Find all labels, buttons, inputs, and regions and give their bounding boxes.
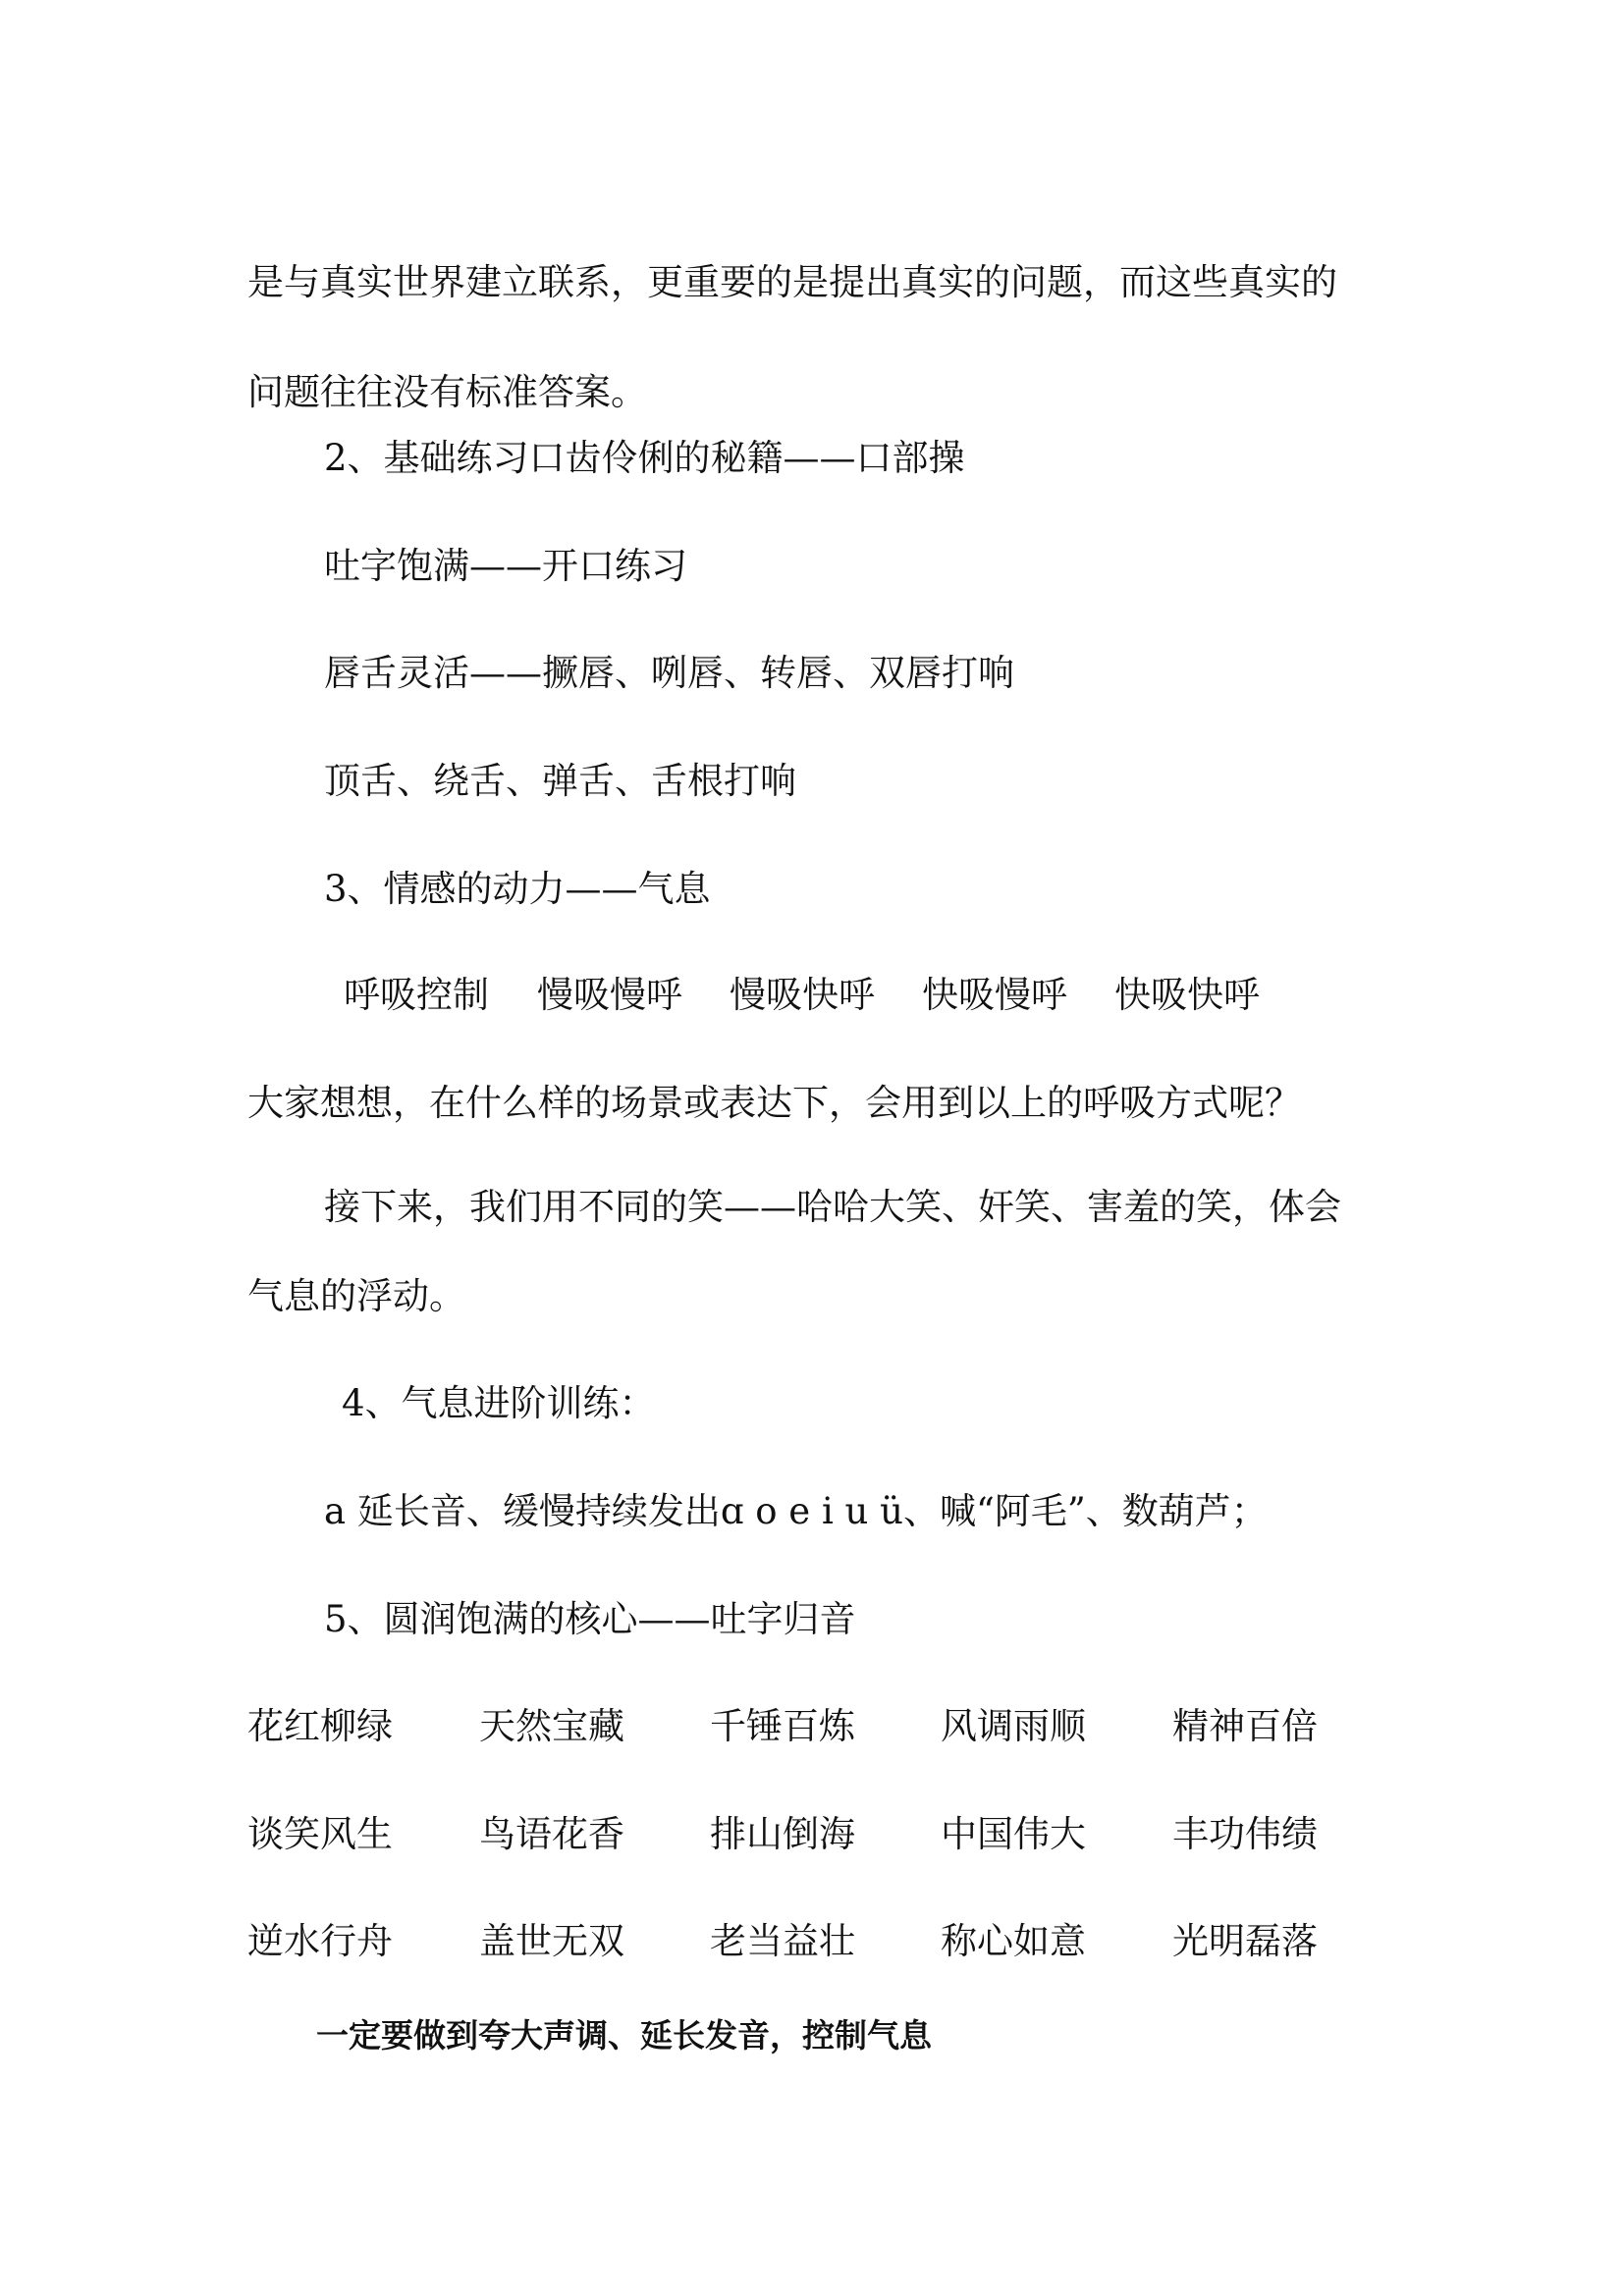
idiom-cell: 天然宝藏 bbox=[479, 1705, 624, 1747]
exercise-line: 顶舌、绕舌、弹舌、舌根打响 bbox=[324, 760, 796, 802]
idiom-cell: 称心如意 bbox=[941, 1920, 1086, 1962]
idiom-cell: 逆水行舟 bbox=[247, 1920, 393, 1962]
paragraph-line: 气息的浮动。 bbox=[247, 1275, 465, 1317]
idiom-cell: 排山倒海 bbox=[710, 1813, 855, 1855]
section-heading: 4、气息进阶训练： bbox=[342, 1382, 656, 1424]
paragraph-line: 大家想想，在什么样的场景或表达下，会用到以上的呼吸方式呢？ bbox=[247, 1082, 1301, 1124]
paragraph-line: 是与真实世界建立联系，更重要的是提出真实的问题，而这些真实的 bbox=[247, 261, 1337, 303]
idiom-cell: 花红柳绿 bbox=[247, 1705, 393, 1747]
paragraph-line: 接下来，我们用不同的笑——哈哈大笑、奸笑、害羞的笑，体会 bbox=[324, 1186, 1341, 1228]
exercise-line: 唇舌灵活——撅唇、咧唇、转唇、双唇打响 bbox=[324, 652, 1014, 694]
idiom-cell: 千锤百炼 bbox=[710, 1705, 855, 1747]
idiom-cell: 盖世无双 bbox=[479, 1920, 624, 1962]
breathing-item: 呼吸控制 bbox=[344, 974, 489, 1016]
exercise-line: a 延长音、缓慢持续发出ɑ o e i u ü、喊“阿毛”、数葫芦； bbox=[324, 1490, 1268, 1532]
idiom-cell: 精神百倍 bbox=[1172, 1705, 1318, 1747]
idiom-cell: 光明磊落 bbox=[1172, 1920, 1318, 1962]
paragraph-line: 问题往往没有标准答案。 bbox=[247, 371, 647, 413]
breathing-item: 快吸快呼 bbox=[1114, 974, 1260, 1016]
idiom-cell: 风调雨顺 bbox=[941, 1705, 1086, 1747]
idiom-cell: 谈笑风生 bbox=[247, 1813, 393, 1855]
section-heading: 3、情感的动力——气息 bbox=[324, 868, 711, 910]
section-heading: 2、基础练习口齿伶俐的秘籍——口部操 bbox=[324, 437, 965, 479]
section-heading: 5、圆润饱满的核心——吐字归音 bbox=[324, 1598, 856, 1640]
emphasis-note: 一定要做到夸大声调、延长发音，控制气息 bbox=[316, 2016, 932, 2055]
exercise-line: 吐字饱满——开口练习 bbox=[324, 545, 687, 587]
breathing-item: 慢吸快呼 bbox=[730, 974, 875, 1016]
idiom-cell: 老当益壮 bbox=[710, 1920, 855, 1962]
breathing-item: 慢吸慢呼 bbox=[537, 974, 682, 1016]
idiom-cell: 丰功伟绩 bbox=[1172, 1813, 1318, 1855]
idiom-cell: 鸟语花香 bbox=[479, 1813, 624, 1855]
idiom-cell: 中国伟大 bbox=[941, 1813, 1086, 1855]
breathing-item: 快吸慢呼 bbox=[922, 974, 1067, 1016]
